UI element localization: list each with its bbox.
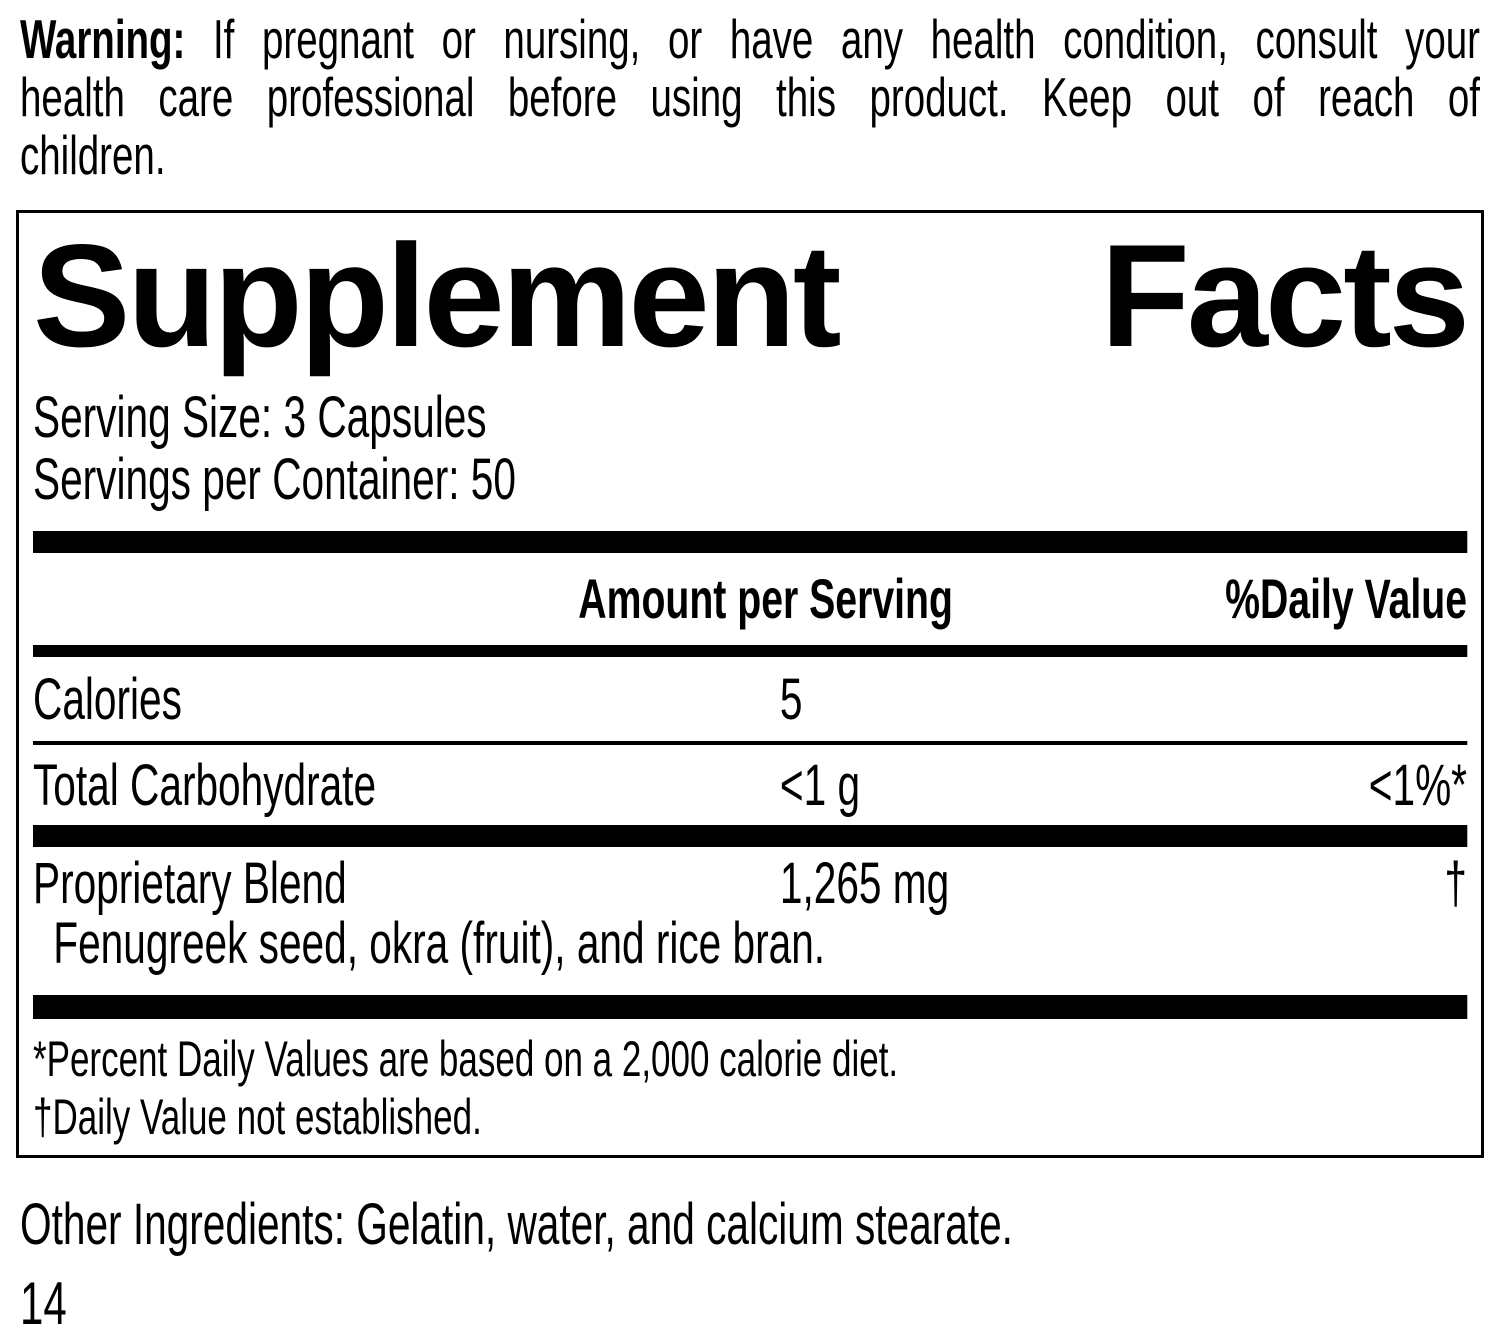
panel-title-left: Supplement <box>33 214 839 377</box>
proprietary-blend-row <box>33 847 1467 915</box>
header-spacer <box>33 569 578 645</box>
total-carbohydrate-dv: <1%* <box>1368 753 1467 818</box>
warning-line-1-text: If pregnant or nursing, or have any health condition, consult your <box>212 8 1480 70</box>
calories-amount: 5 <box>779 667 803 732</box>
panel-title <box>33 214 1467 377</box>
proprietary-blend-name: Proprietary Blend <box>33 851 347 916</box>
footnote-dagger: †Daily Value not established. <box>33 1089 482 1145</box>
proprietary-blend-amount: 1,265 mg <box>779 851 950 916</box>
amount-per-serving-header: Amount per Serving <box>578 567 953 630</box>
warning-label: Warning: <box>20 8 186 70</box>
separator-bar-top <box>33 531 1467 553</box>
warning-line-1 <box>20 10 1480 68</box>
footnote-percent-dv: *Percent Daily Values are based on a 2,000 calorie diet. <box>33 1031 899 1087</box>
warning-line-3: children. <box>20 124 166 186</box>
servings-per-container: Servings per Container: 50 <box>33 447 516 512</box>
proprietary-blend-detail: Fenugreek seed, okra (fruit), and rice bran. <box>53 911 826 976</box>
column-header-row <box>33 553 1467 645</box>
panel-title-right: Facts <box>1100 214 1467 377</box>
warning-paragraph <box>20 10 1480 184</box>
calories-name: Calories <box>33 667 182 732</box>
proprietary-blend-dv: † <box>1444 851 1467 916</box>
supplement-facts-panel <box>16 210 1484 1158</box>
daily-value-header: %Daily Value <box>1225 567 1467 630</box>
page-number-block <box>20 1272 1480 1336</box>
separator-bar-blend <box>33 995 1467 1019</box>
page-number: 14 <box>20 1270 67 1337</box>
separator-bar-carb <box>33 825 1467 847</box>
other-ingredients <box>20 1194 1480 1256</box>
serving-size: Serving Size: 3 Capsules <box>33 385 487 450</box>
warning-line-2: health care professional before using this product. Keep out of reach of <box>20 66 1480 128</box>
total-carbohydrate-amount: <1 g <box>779 753 861 818</box>
calories-row <box>33 657 1467 741</box>
label-page <box>0 8 1500 1337</box>
separator-bar-header <box>33 645 1467 657</box>
other-ingredients-text: Other Ingredients: Gelatin, water, and calcium stearate. <box>20 1192 1013 1257</box>
total-carbohydrate-row <box>33 745 1467 825</box>
total-carbohydrate-name: Total Carbohydrate <box>33 753 377 818</box>
